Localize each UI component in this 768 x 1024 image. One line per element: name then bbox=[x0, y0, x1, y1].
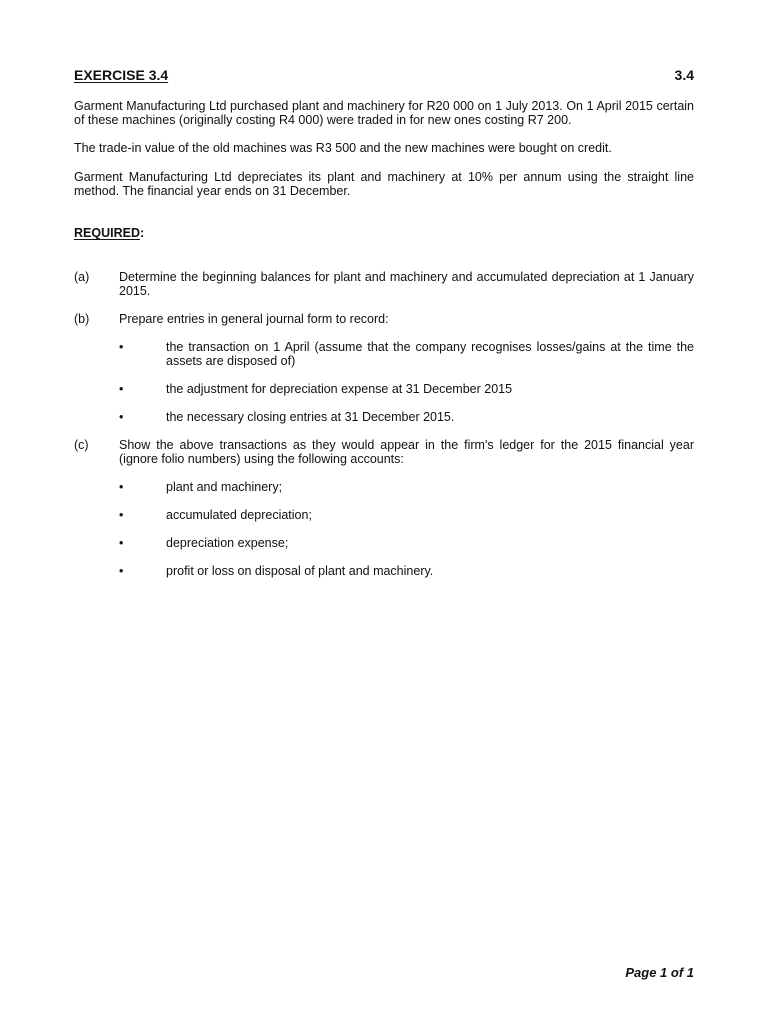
required-heading bbox=[74, 226, 144, 240]
item-text-c: Show the above transactions as they would appear in the firm's ledger for the 2015 financial year (ignore folio numbers) using the following accounts: bbox=[119, 438, 694, 466]
intro-paragraph-2: The trade-in value of the old machines was R3 500 and the new machines were bought on credit. bbox=[74, 141, 612, 155]
intro-paragraph-1: Garment Manufacturing Ltd purchased plant and machinery for R20 000 on 1 July 2013. On 1 April 2015 certain of these machines (originally costing R4 000) were traded in for new ones costing R7 200. bbox=[74, 99, 694, 127]
bullet-dot: • bbox=[119, 410, 124, 424]
bullet-text: the transaction on 1 April (assume that the company recognises losses/gains at the time the assets are disposed of) bbox=[166, 340, 694, 368]
item-marker-b: (b) bbox=[74, 312, 90, 326]
bullet-text: depreciation expense; bbox=[166, 536, 289, 550]
exercise-number: 3.4 bbox=[674, 67, 694, 83]
intro-paragraph-3: Garment Manufacturing Ltd depreciates its plant and machinery at 10% per annum using the straight line method. The financial year ends on 31 December. bbox=[74, 170, 694, 198]
bullet-dot: • bbox=[119, 480, 124, 494]
item-marker-a: (a) bbox=[74, 270, 90, 284]
bullet-text: profit or loss on disposal of plant and machinery. bbox=[166, 564, 434, 578]
required-colon: : bbox=[139, 226, 145, 240]
bullet-text: the necessary closing entries at 31 December 2015. bbox=[166, 410, 455, 424]
item-text-a: Determine the beginning balances for plant and machinery and accumulated depreciation at 1 January 2015. bbox=[119, 270, 694, 298]
bullet-dot: • bbox=[119, 340, 124, 354]
bullet-dot: • bbox=[119, 536, 124, 550]
page-number: Page 1 of 1 bbox=[625, 965, 694, 980]
bullet-dot: • bbox=[119, 564, 124, 578]
bullet-dot: • bbox=[119, 382, 124, 396]
item-marker-c: (c) bbox=[74, 438, 89, 452]
bullet-text: the adjustment for depreciation expense at 31 December 2015 bbox=[166, 382, 513, 396]
exercise-header bbox=[74, 68, 694, 86]
exercise-title: EXERCISE 3.4 bbox=[74, 67, 169, 83]
required-label: REQUIRED bbox=[74, 226, 140, 240]
item-text-b: Prepare entries in general journal form to record: bbox=[119, 312, 389, 326]
bullet-text: accumulated depreciation; bbox=[166, 508, 312, 522]
bullet-dot: • bbox=[119, 508, 124, 522]
bullet-text: plant and machinery; bbox=[166, 480, 283, 494]
